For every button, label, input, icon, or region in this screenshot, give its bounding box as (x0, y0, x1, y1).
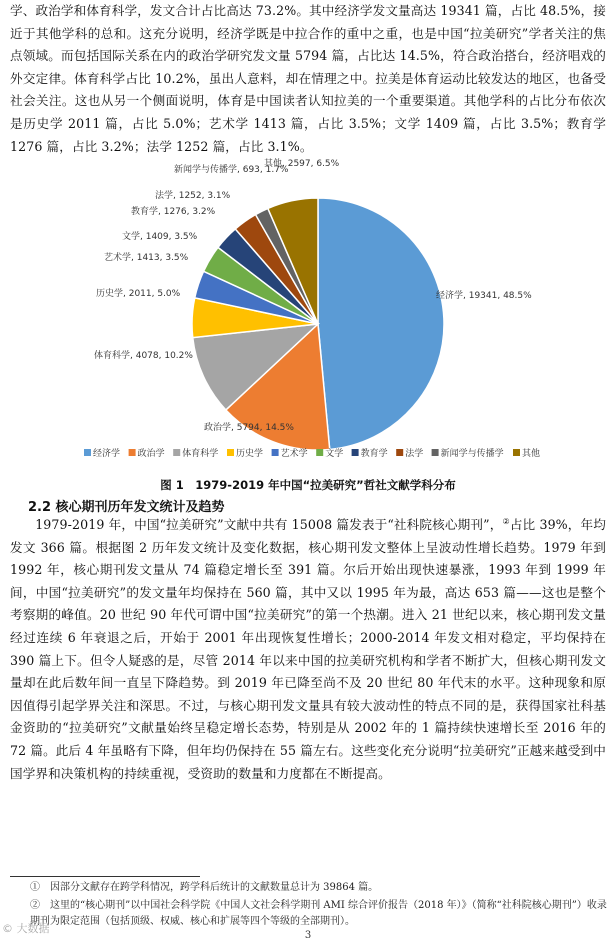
legend-swatch-10 (513, 449, 520, 456)
pie-chart (0, 150, 616, 480)
slice-label-8: 法学, 1252, 3.1% (155, 191, 231, 201)
paragraph-2-part1: 1979-2019 年，中国“拉美研究”文献中共有 15008 篇发表于“社科院核心期刊”， (35, 517, 503, 532)
legend-item-3 (173, 447, 218, 459)
legend-label-10: 其他 (522, 449, 541, 459)
legend-item-4 (227, 447, 263, 459)
slice-label-5: 艺术学, 1413, 3.5% (104, 253, 189, 263)
watermark: © 大数据 (2, 922, 50, 935)
slice-label-1: 经济学, 19341, 48.5% (436, 291, 532, 301)
legend-item-1 (84, 447, 120, 459)
legend-swatch-8 (396, 449, 403, 456)
legend-item-10 (513, 447, 540, 459)
figure-caption: 图 1 1979-2019 年中国“拉美研究”哲社文献学科分布 (160, 478, 456, 492)
legend-label-6: 文学 (325, 449, 344, 459)
legend-label-5: 艺术学 (280, 449, 308, 459)
legend-label-8: 法学 (405, 449, 424, 459)
legend-swatch-4 (227, 449, 234, 456)
legend-swatch-7 (352, 449, 359, 456)
slice-label-2: 政治学, 5794, 14.5% (204, 423, 294, 433)
legend-item-9 (432, 447, 504, 459)
paragraph-2-part2: 占比 39%，年均发文 366 篇。根据图 2 历年发文统计及变化数据，核心期刊发文整体上呈波动性增长趋势。1979 年到 1992 年，核心期刊发文量从 74 篇稳定增长至 391 篇。尔后开始出现快速暴涨，1993 年到 1999 年间，中国“拉美研究”的发文量年均保持在 560 篇，其中又以 1995 年为最，高达 653 篇——这也是整个考察期的峰值。20 世纪 90 年代可谓中国“拉美研究”的第一个热潮。进入 21 世纪以来，核心期刊发文量经过连续 6 年衰退之后，开始于 2001 年出现恢复性增长；2000-2014 年发文相对稳定，平均保持在 390 篇上下。但令人疑惑的是，尽管 2014 年以来中国的拉美研究机构和学者不断扩大，但核心期刊发文量却在此后数年间一直呈下降趋势。到 2019 年已降至尚不及 20 世纪 80 年代末的水平。这种现象和原因值得引起学界关注和深思。不过，与核心期刊发文量具有较大波动性的特点不同的是，获得国家社科基金资助的“拉美研究”文献量始终呈稳定增长态势，特别是从 2002 年的 1 篇持续快速增长至 2016 年的 72 篇。此后 4 年虽略有下降，但年均仍保持在 55 篇左右。这些变化充分说明“拉美研究”正越来越受到中国学界和决策机构的持续重视，受资助的数量和力度都在不断提高。 (10, 517, 606, 781)
legend-swatch-5 (272, 449, 279, 456)
legend-label-2: 政治学 (137, 449, 165, 459)
slice-label-9: 新闻学与传播学, 693, 1.7% (174, 165, 289, 175)
legend-swatch-2 (129, 449, 136, 456)
body-paragraph-1: 学、政治学和体育科学，发文合计占比高达 73.2%。其中经济学发文量高达 19341 篇，占比 48.5%，接近于其他学科的总和。这充分说明，经济学既是中拉合作的重中之重，也是中国“拉美研究”学者关注的焦点领域。而包括国际关系在内的政治学研究发文量 5794 篇，占比达 14.5%，符合政治搭台，经济唱戏的外交定律。体育科学占比 10.2%，虽出人意料，却在情理之中。拉美是体育运动比较发达的地区，也备受社会关注。这也从另一个侧面说明，体育是中国读者认知拉美的一个重要渠道。其他学科的占比分布依次是历史学 2011 篇，占比 5.0%；艺术学 1413 篇，占比 3.5%；文学 1409 篇，占比 3.5%；教育学 1276 篇，占比 3.2%；法学 1252 篇，占比 3.1%。 (10, 3, 606, 154)
slice-label-7: 教育学, 1276, 3.2% (131, 207, 216, 217)
slice-label-10: 其他, 2597, 6.5% (264, 159, 340, 169)
slice-label-4: 历史学, 2011, 5.0% (96, 289, 181, 299)
legend-swatch-6 (316, 449, 323, 456)
legend-item-7 (352, 447, 388, 459)
slice-label-6: 文学, 1409, 3.5% (122, 232, 198, 242)
section-heading: 2.2 核心期刊历年发文统计及趋势 (28, 500, 225, 515)
legend-item-5 (272, 447, 308, 459)
legend-swatch-3 (173, 449, 180, 456)
footnote-2: ② 这里的“核心期刊”以中国社会科学院《中国人文社会科学期刊 AMI 综合评价报告（2018 年）》（简称“社科院核心期刊”）收录期刊为限定范围（包括顶级、权威、核心和扩展等四个等级的全部期刊）。 (30, 900, 607, 927)
pie-slice-1 (318, 198, 444, 449)
legend-label-4: 历史学 (236, 449, 264, 459)
legend-label-3: 体育科学 (182, 449, 219, 459)
legend-swatch-9 (432, 449, 439, 456)
footnote-divider (10, 876, 200, 877)
page-number: 3 (304, 930, 312, 941)
legend-label-1: 经济学 (93, 449, 121, 459)
legend-label-7: 教育学 (360, 449, 388, 459)
footnote-1: ① 因部分文献存在跨学科情况，跨学科后统计的文献数量总计为 39864 篇。 (30, 882, 379, 893)
legend-item-8 (396, 447, 423, 459)
legend-label-9: 新闻学与传播学 (440, 449, 504, 459)
slice-label-3: 体育科学, 4078, 10.2% (94, 351, 193, 361)
body-paragraph-2 (10, 514, 606, 785)
footnote-ref-2[interactable]: ② (502, 516, 510, 526)
legend-swatch-1 (84, 449, 91, 456)
pie-chart-svg (0, 150, 616, 480)
legend-item-2 (129, 447, 165, 459)
